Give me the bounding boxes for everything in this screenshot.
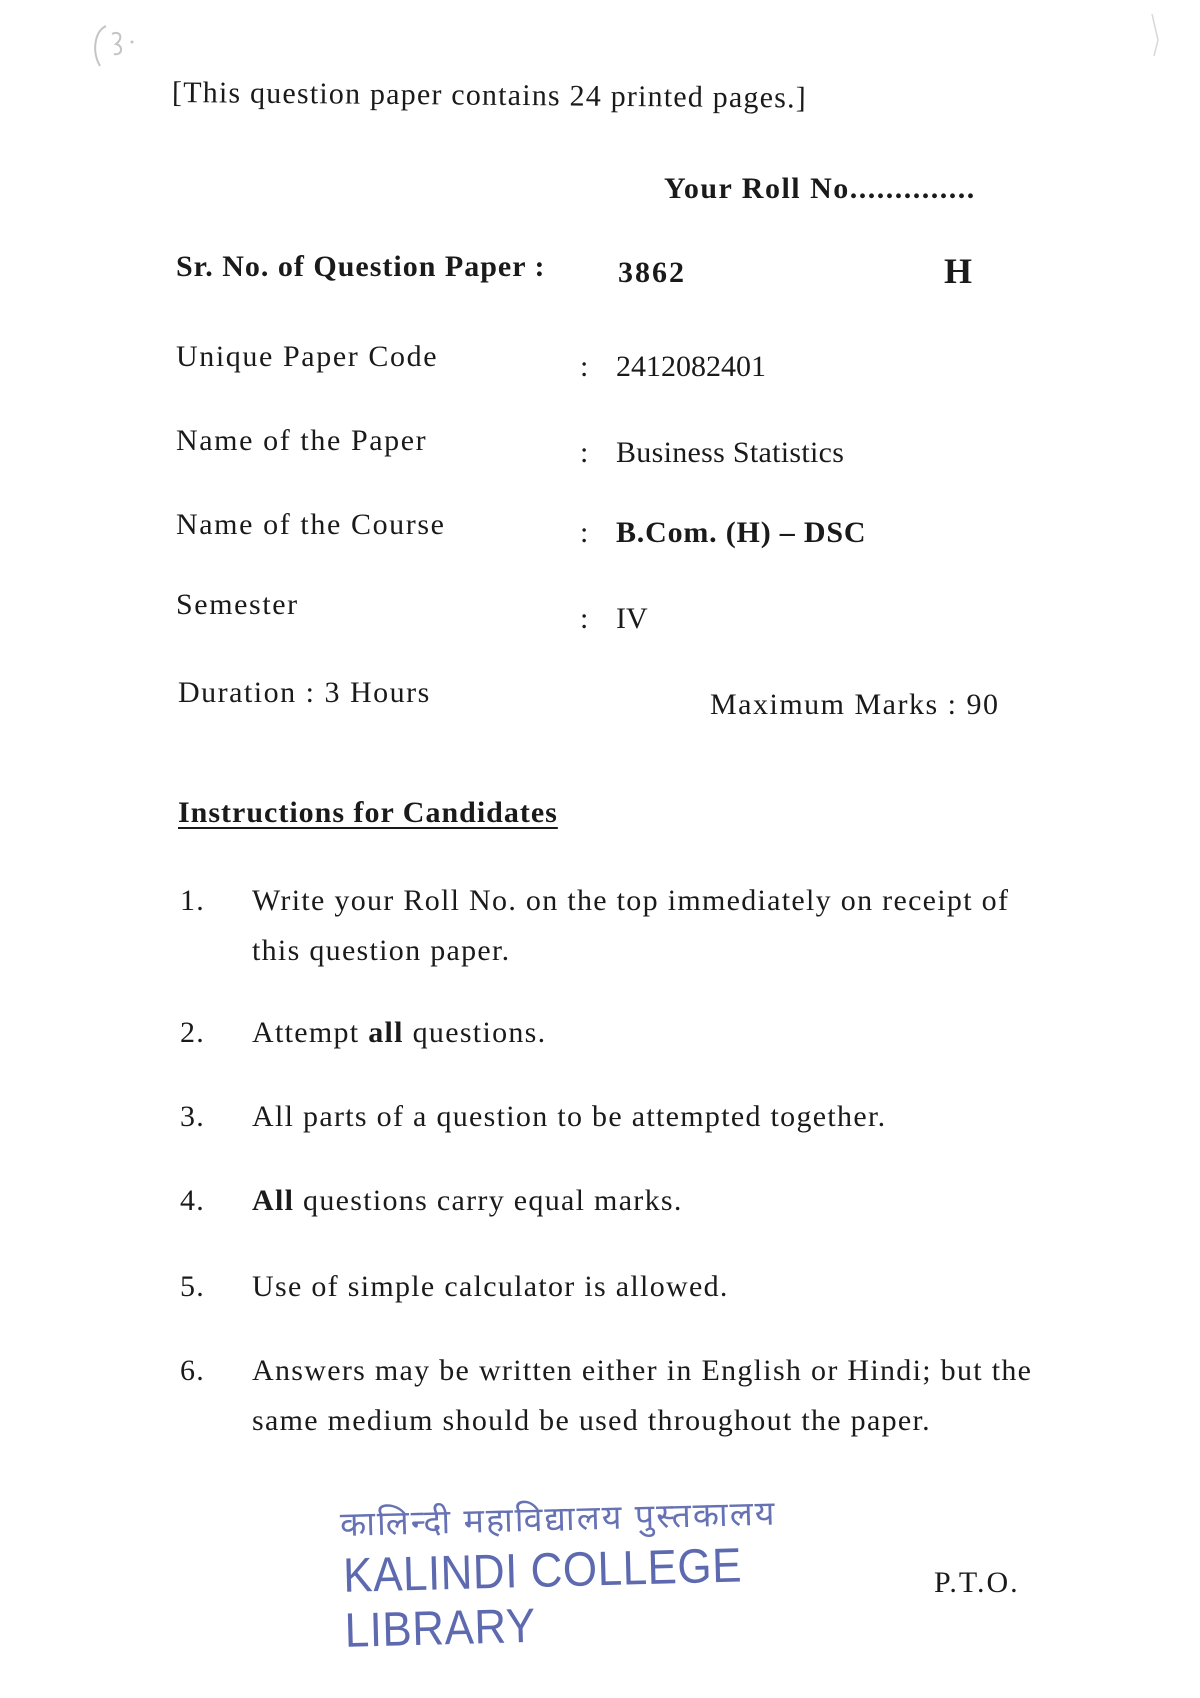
instruction-text-part: questions carry equal marks. [294,1184,683,1217]
instruction-emphasis: all [368,1016,404,1049]
instruction-number: 5. [180,1270,206,1303]
library-stamp-hindi: कालिन्दी महाविद्यालय पुस्तकालय [339,1494,777,1544]
instruction-number: 2. [180,1016,206,1049]
instruction-text: Write your Roll No. on the top immediately on receipt of this question paper. [252,884,1010,967]
library-stamp [339,1494,900,1658]
paper-name-value: Business Statistics [616,436,845,469]
semester-colon: : [580,602,589,635]
unique-paper-code-colon: : [580,350,589,383]
maximum-marks: Maximum Marks : 90 [710,688,1000,721]
instructions-heading: Instructions for Candidates [178,796,558,829]
unique-paper-code-label: Unique Paper Code [176,340,439,373]
course-name-value: B.Com. (H) – DSC [616,516,867,549]
instruction-number: 4. [180,1184,206,1217]
library-stamp-english: KALINDI COLLEGE LIBRARY [342,1538,743,1658]
instruction-number: 1. [180,884,206,917]
page-count-note: [This question paper contains 24 printed pages.] [171,76,808,115]
serial-number-value: 3862 [618,256,686,289]
instruction-text-part: Attempt [252,1016,369,1049]
instruction-number: 6. [180,1354,206,1387]
instruction-text [252,1176,1052,1226]
corner-scan-mark [1148,10,1168,60]
semester-label: Semester [176,588,299,621]
instruction-number: 3. [180,1100,206,1133]
handwritten-corner-mark [88,18,138,78]
instruction-text: Answers may be written either in English or Hindi; but the same medium should be used throughout the paper. [252,1354,1033,1437]
semester-value: IV [616,602,648,635]
course-name-label: Name of the Course [176,508,446,541]
instruction-emphasis: All [252,1184,295,1217]
paper-name-label: Name of the Paper [176,424,428,457]
course-name-colon: : [580,516,589,549]
paper-set-letter: H [944,251,973,291]
instruction-text: All parts of a question to be attempted together. [252,1100,887,1133]
unique-paper-code-value: 2412082401 [616,350,766,383]
please-turn-over: P.T.O. [934,1566,1020,1599]
exam-duration: Duration : 3 Hours [178,676,431,709]
roll-number-field: Your Roll No.............. [664,172,976,205]
instruction-text-part: questions. [403,1016,547,1049]
serial-number-label: Sr. No. of Question Paper : [176,250,546,283]
instruction-text [252,1008,1052,1058]
paper-name-colon: : [580,436,589,469]
instruction-text: Use of simple calculator is allowed. [252,1270,729,1303]
